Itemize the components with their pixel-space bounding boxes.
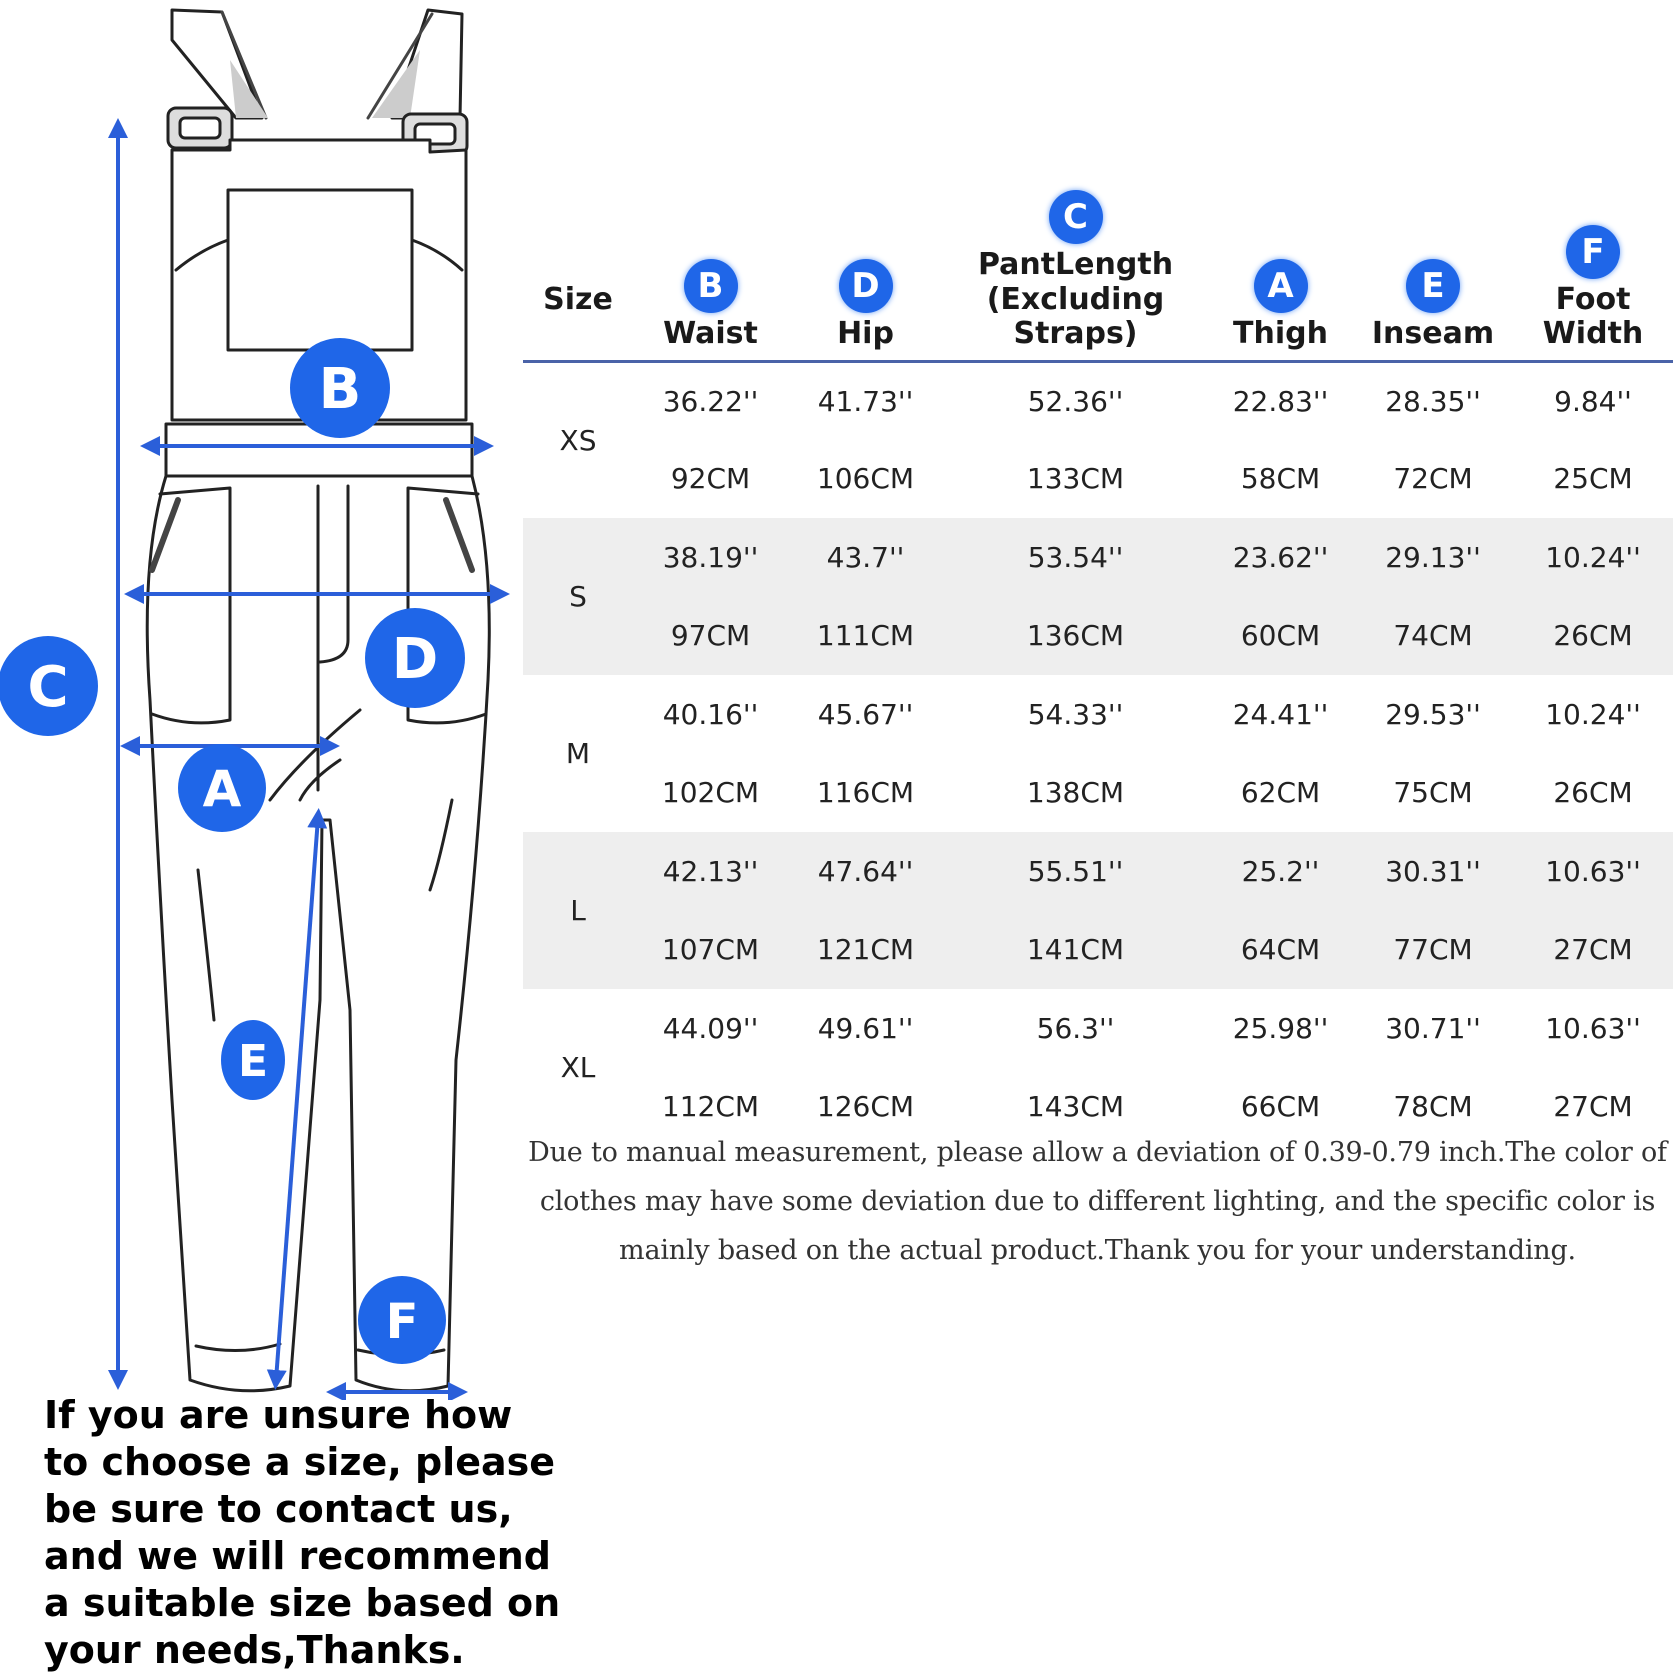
table-cell: 40.16'' xyxy=(662,697,759,731)
marker-c xyxy=(0,636,98,736)
table-cell: 10.63'' xyxy=(1513,832,1673,911)
table-cell: 64CM xyxy=(1208,911,1353,990)
table-cell: 78CM xyxy=(1393,1090,1473,1124)
table-cell: 25.98'' xyxy=(1232,1011,1329,1045)
table-cell: 29.13'' xyxy=(1353,518,1513,597)
table-cell: 143CM xyxy=(1026,1090,1125,1124)
table-cell: 45.67'' xyxy=(817,697,914,731)
size-cell: S xyxy=(523,518,633,675)
badge-d: D xyxy=(839,259,893,313)
header-foot-width: F Foot Width xyxy=(1513,190,1673,361)
table-cell: 111CM xyxy=(788,597,943,676)
table-cell: 49.61'' xyxy=(817,1011,914,1045)
table-cell: 77CM xyxy=(1353,911,1513,990)
table-row-inch xyxy=(523,989,1673,1068)
badge-c: C xyxy=(1049,190,1103,244)
table-cell: 24.41'' xyxy=(1232,697,1329,731)
svg-text:E: E xyxy=(237,1036,269,1087)
table-cell: 22.83'' xyxy=(1232,384,1329,418)
marker-b xyxy=(290,338,390,438)
table-cell: 30.71'' xyxy=(1385,1011,1481,1045)
badge-a: A xyxy=(1254,259,1308,313)
table-row-cm xyxy=(523,440,1673,519)
table-row-inch xyxy=(523,361,1673,440)
table-cell: 136CM xyxy=(943,597,1208,676)
marker-d xyxy=(365,608,465,708)
table-cell: 47.64'' xyxy=(788,832,943,911)
svg-text:D: D xyxy=(391,627,439,692)
svg-text:A: A xyxy=(202,760,242,818)
table-cell: 75CM xyxy=(1393,776,1473,810)
size-cell: L xyxy=(523,832,633,989)
table-cell: 28.35'' xyxy=(1385,384,1481,418)
badge-b: B xyxy=(684,259,738,313)
table-cell: 126CM xyxy=(816,1090,915,1124)
header-size: Size xyxy=(523,190,633,361)
size-chart-table xyxy=(523,190,1673,1146)
table-cell: 25.2'' xyxy=(1208,832,1353,911)
table-cell: 56.3'' xyxy=(1036,1011,1115,1045)
table-cell: 112CM xyxy=(661,1090,760,1124)
size-cell: XL xyxy=(560,1051,596,1084)
table-header-row xyxy=(523,190,1673,361)
table-cell: 52.36'' xyxy=(1027,384,1124,418)
svg-text:C: C xyxy=(27,655,69,720)
table-cell: 102CM xyxy=(661,776,760,810)
header-hip: D Hip xyxy=(788,190,943,361)
table-cell: 41.73'' xyxy=(817,384,914,418)
table-row-inch xyxy=(523,675,1673,754)
table-cell: 133CM xyxy=(1026,462,1125,496)
table-cell: 10.24'' xyxy=(1545,697,1641,731)
table-cell: 27CM xyxy=(1553,1090,1633,1124)
size-cell: M xyxy=(565,737,591,770)
header-pant-length: C PantLength (Excluding Straps) xyxy=(943,190,1208,361)
table-cell: 72CM xyxy=(1393,462,1473,496)
svg-text:F: F xyxy=(385,1294,419,1350)
marker-a xyxy=(178,744,266,832)
table-row-inch xyxy=(523,832,1673,911)
measurement-note: Due to manual measurement, please allow a deviation of 0.39-0.79 inch.The color of clothes may have some deviation due to different lighting, and the specific color is mainly based on the actual product.Thank you for your understanding. xyxy=(528,1137,1667,1266)
badge-f: F xyxy=(1566,225,1620,279)
header-thigh: A Thigh xyxy=(1208,190,1353,361)
table-cell: 36.22'' xyxy=(662,384,759,418)
header-waist: B Waist xyxy=(633,190,788,361)
table-cell: 62CM xyxy=(1240,776,1321,810)
table-row-cm xyxy=(523,597,1673,676)
table-cell: 10.63'' xyxy=(1545,1011,1641,1045)
table-cell: 30.31'' xyxy=(1353,832,1513,911)
table-cell: 121CM xyxy=(788,911,943,990)
table-cell: 58CM xyxy=(1240,462,1321,496)
overalls-diagram xyxy=(0,0,540,1400)
table-cell: 44.09'' xyxy=(662,1011,759,1045)
table-cell: 138CM xyxy=(1026,776,1125,810)
table-row-cm xyxy=(523,911,1673,990)
table-cell: 55.51'' xyxy=(943,832,1208,911)
table-row-inch xyxy=(523,518,1673,597)
table-cell: 27CM xyxy=(1513,911,1673,990)
svg-text:B: B xyxy=(318,357,362,422)
table-cell: 29.53'' xyxy=(1385,697,1481,731)
table-cell: 26CM xyxy=(1553,776,1633,810)
marker-e xyxy=(221,1020,285,1100)
table-cell: 23.62'' xyxy=(1208,518,1353,597)
table-cell: 53.54'' xyxy=(943,518,1208,597)
table-cell: 26CM xyxy=(1513,597,1673,676)
size-cell: XS xyxy=(559,423,597,457)
table-cell: 43.7'' xyxy=(788,518,943,597)
table-cell: 66CM xyxy=(1240,1090,1321,1124)
table-cell: 10.24'' xyxy=(1513,518,1673,597)
table-cell: 106CM xyxy=(816,462,915,496)
table-cell: 141CM xyxy=(943,911,1208,990)
table-cell: 116CM xyxy=(816,776,915,810)
table-cell: 42.13'' xyxy=(633,832,788,911)
table-cell: 60CM xyxy=(1208,597,1353,676)
contact-message: If you are unsure how to choose a size, please be sure to contact us, and we will recommend a suitable size based on your needs,Thanks. xyxy=(44,1393,561,1672)
table-cell: 74CM xyxy=(1353,597,1513,676)
table-cell: 107CM xyxy=(633,911,788,990)
badge-e: E xyxy=(1406,259,1460,313)
table-row-cm xyxy=(523,754,1673,833)
table-cell: 54.33'' xyxy=(1027,697,1124,731)
table-cell: 9.84'' xyxy=(1554,384,1632,418)
table-cell: 38.19'' xyxy=(633,518,788,597)
marker-f xyxy=(358,1276,446,1364)
header-inseam: E Inseam xyxy=(1353,190,1513,361)
table-cell: 97CM xyxy=(633,597,788,676)
table-cell: 25CM xyxy=(1553,462,1633,496)
table-cell: 92CM xyxy=(670,462,751,496)
